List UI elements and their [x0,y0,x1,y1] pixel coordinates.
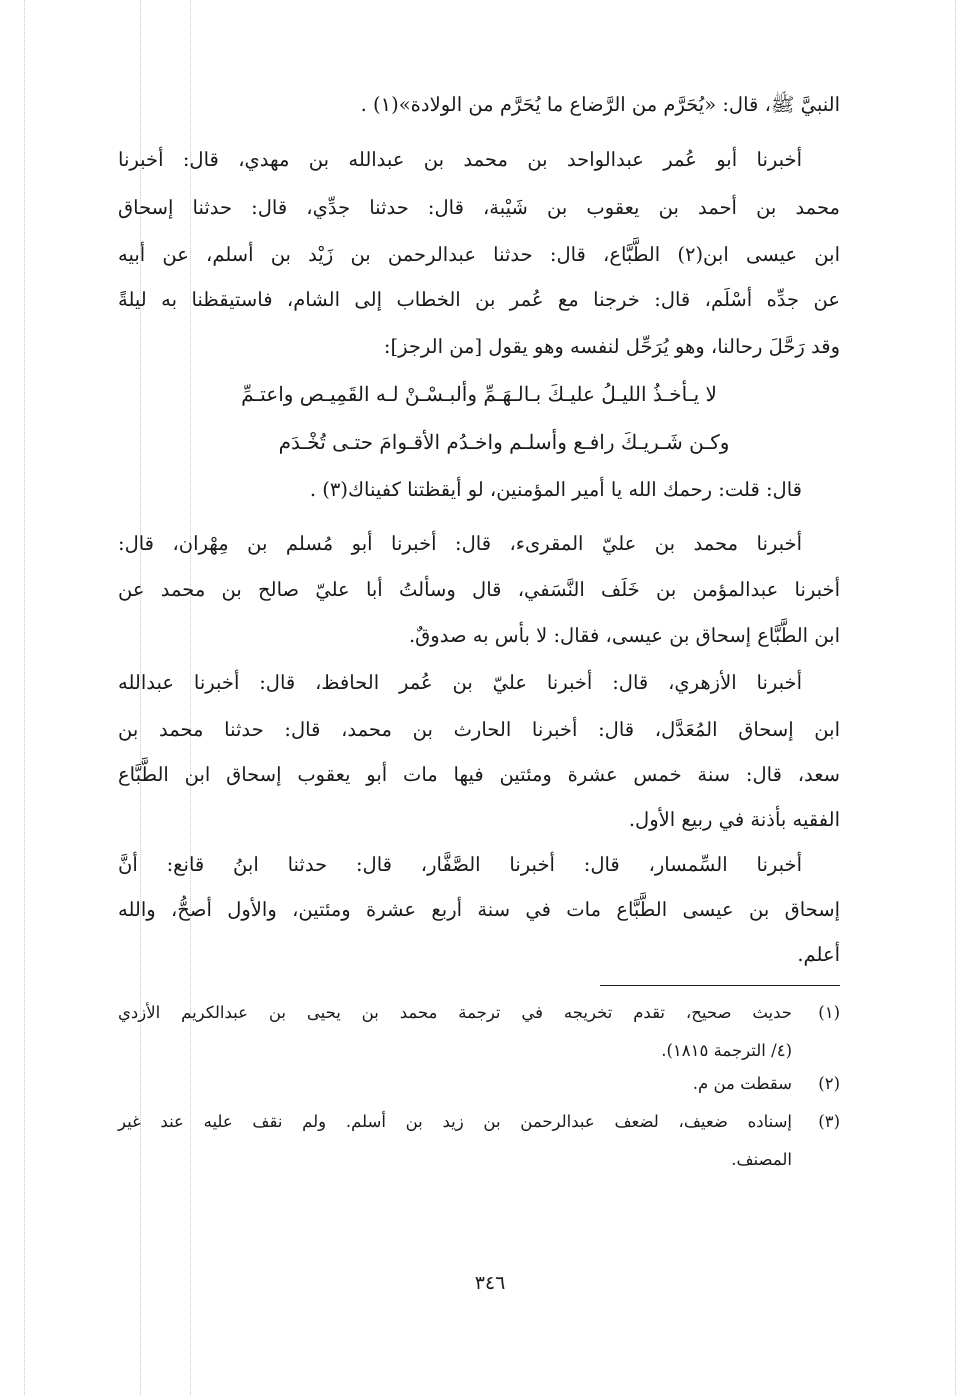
paragraph-first-line: أخبرنا الأزهري، قال: أخبرنا عليّ بن عُمر الحافظ، قال: أخبرنا عبدالله [118,671,802,694]
paragraph-first-line: أخبرنا السِّمسار، قال: أخبرنا الصَّفَّار، قال: حدثنا ابنُ قانع: أنَّ [118,853,802,876]
paragraph-first-line: أخبرنا أبو عُمر عبدالواحد بن محمد بن عبدالله بن مهدي، قال: أخبرنا [118,148,802,171]
footnote-text: إسناده ضعيف، لضعف عبدالرحمن بن زيد بن أسلم. ولم نقف عليه عند غير [118,1112,792,1131]
footnote-number: (٣) [818,1112,840,1131]
text-line: أخبرنا عبدالمؤمن بن خَلَف النَّسَفي، قال وسألتُ أبا عليّ صالح بن محمد عن [118,578,840,601]
text-line: الفقيه بأذنة في ربيع الأول. [628,808,840,831]
scan-edge-line [955,0,956,1395]
footnote-text: المصنف. [731,1150,792,1169]
text-line: محمد بن أحمد بن يعقوب بن شَيْبة، قال: حدثنا جدِّي، قال: حدثنا إسحاق [118,196,840,219]
text-line: ابن إسحاق المُعَدَّل، قال: أخبرنا الحارث بن محمد، قال: حدثنا محمد بن [118,718,840,741]
footnote-text: (٤/ الترجمة ١٨١٥). [661,1041,792,1060]
footnote-text: حديث صحيح، تقدم تخريجه في ترجمة محمد بن يحيى بن عبدالكريم الأزدي [118,1003,792,1022]
text-line: أعلم. [797,943,840,966]
footnote-number: (١) [818,1003,840,1022]
footnote-1 [118,1005,840,1065]
footnote-3 [118,1114,840,1174]
text-line: وقد رَحَّلَ رحالنا، وهو يُرَحِّل لنفسه وهو يقول [من الرجز]: [383,335,840,358]
main-text [118,0,840,980]
text-line: النبيَّ ﷺ، قال: «يُحَرَّم من الرَّضاع ما يُحَرَّم من الولادة»(١) . [360,93,840,116]
footnote-text: سقطت من م. [692,1074,792,1093]
text-line: ابن عيسى ابن(٢) الطَّبَّاع، قال: حدثنا عبدالرحمن بن زَيْد بن أسلم، عن أبيه [118,243,840,266]
paragraph-first-line: أخبرنا محمد بن عليّ المقرىء، قال: أخبرنا أبو مُسلم بن مِهْران، قال: [118,532,802,555]
scan-edge-line [24,0,25,1395]
footnote-number: (٢) [818,1074,840,1093]
footnote-separator [600,985,840,986]
text-line: سعد، قال: سنة خمس عشرة ومئتين فيها مات أبو يعقوب إسحاق ابن الطَّبَّاع [118,763,840,786]
poetry-verse: وكـن شَـريـكَ رافـع وأسلـم واخـدُم الأقـوامَ حتـى تُخْـدَم [278,430,730,454]
text-line: قال: قلت: رحمك الله يا أمير المؤمنين، لو أيقظتنا كفيناك(٣) . [309,478,802,501]
text-line: ابن الطَّبَّاع إسحاق بن عيسى، فقال: لا بأس به صدوقٌ. [408,624,840,647]
poetry-verse: لا يـأخـذُ الليـلُ عليـكَ بـالـهَـمِّ وألبـسْـنْ لـه القَمِيـص واعتـمِّ [241,382,717,406]
text-line: عن جدِّه أسْلَم، قال: خرجنا مع عُمر بن الخطاب إلى الشام، فاستيقظنا به ليلةً [118,288,840,311]
page-number: ٣٤٦ [474,1272,506,1294]
text-line: إسحاق بن عيسى الطَّبَّاع مات في سنة أربع عشرة ومئتين، والأول أصحُّ، والله [118,898,840,921]
footnote-2 [118,1076,840,1106]
